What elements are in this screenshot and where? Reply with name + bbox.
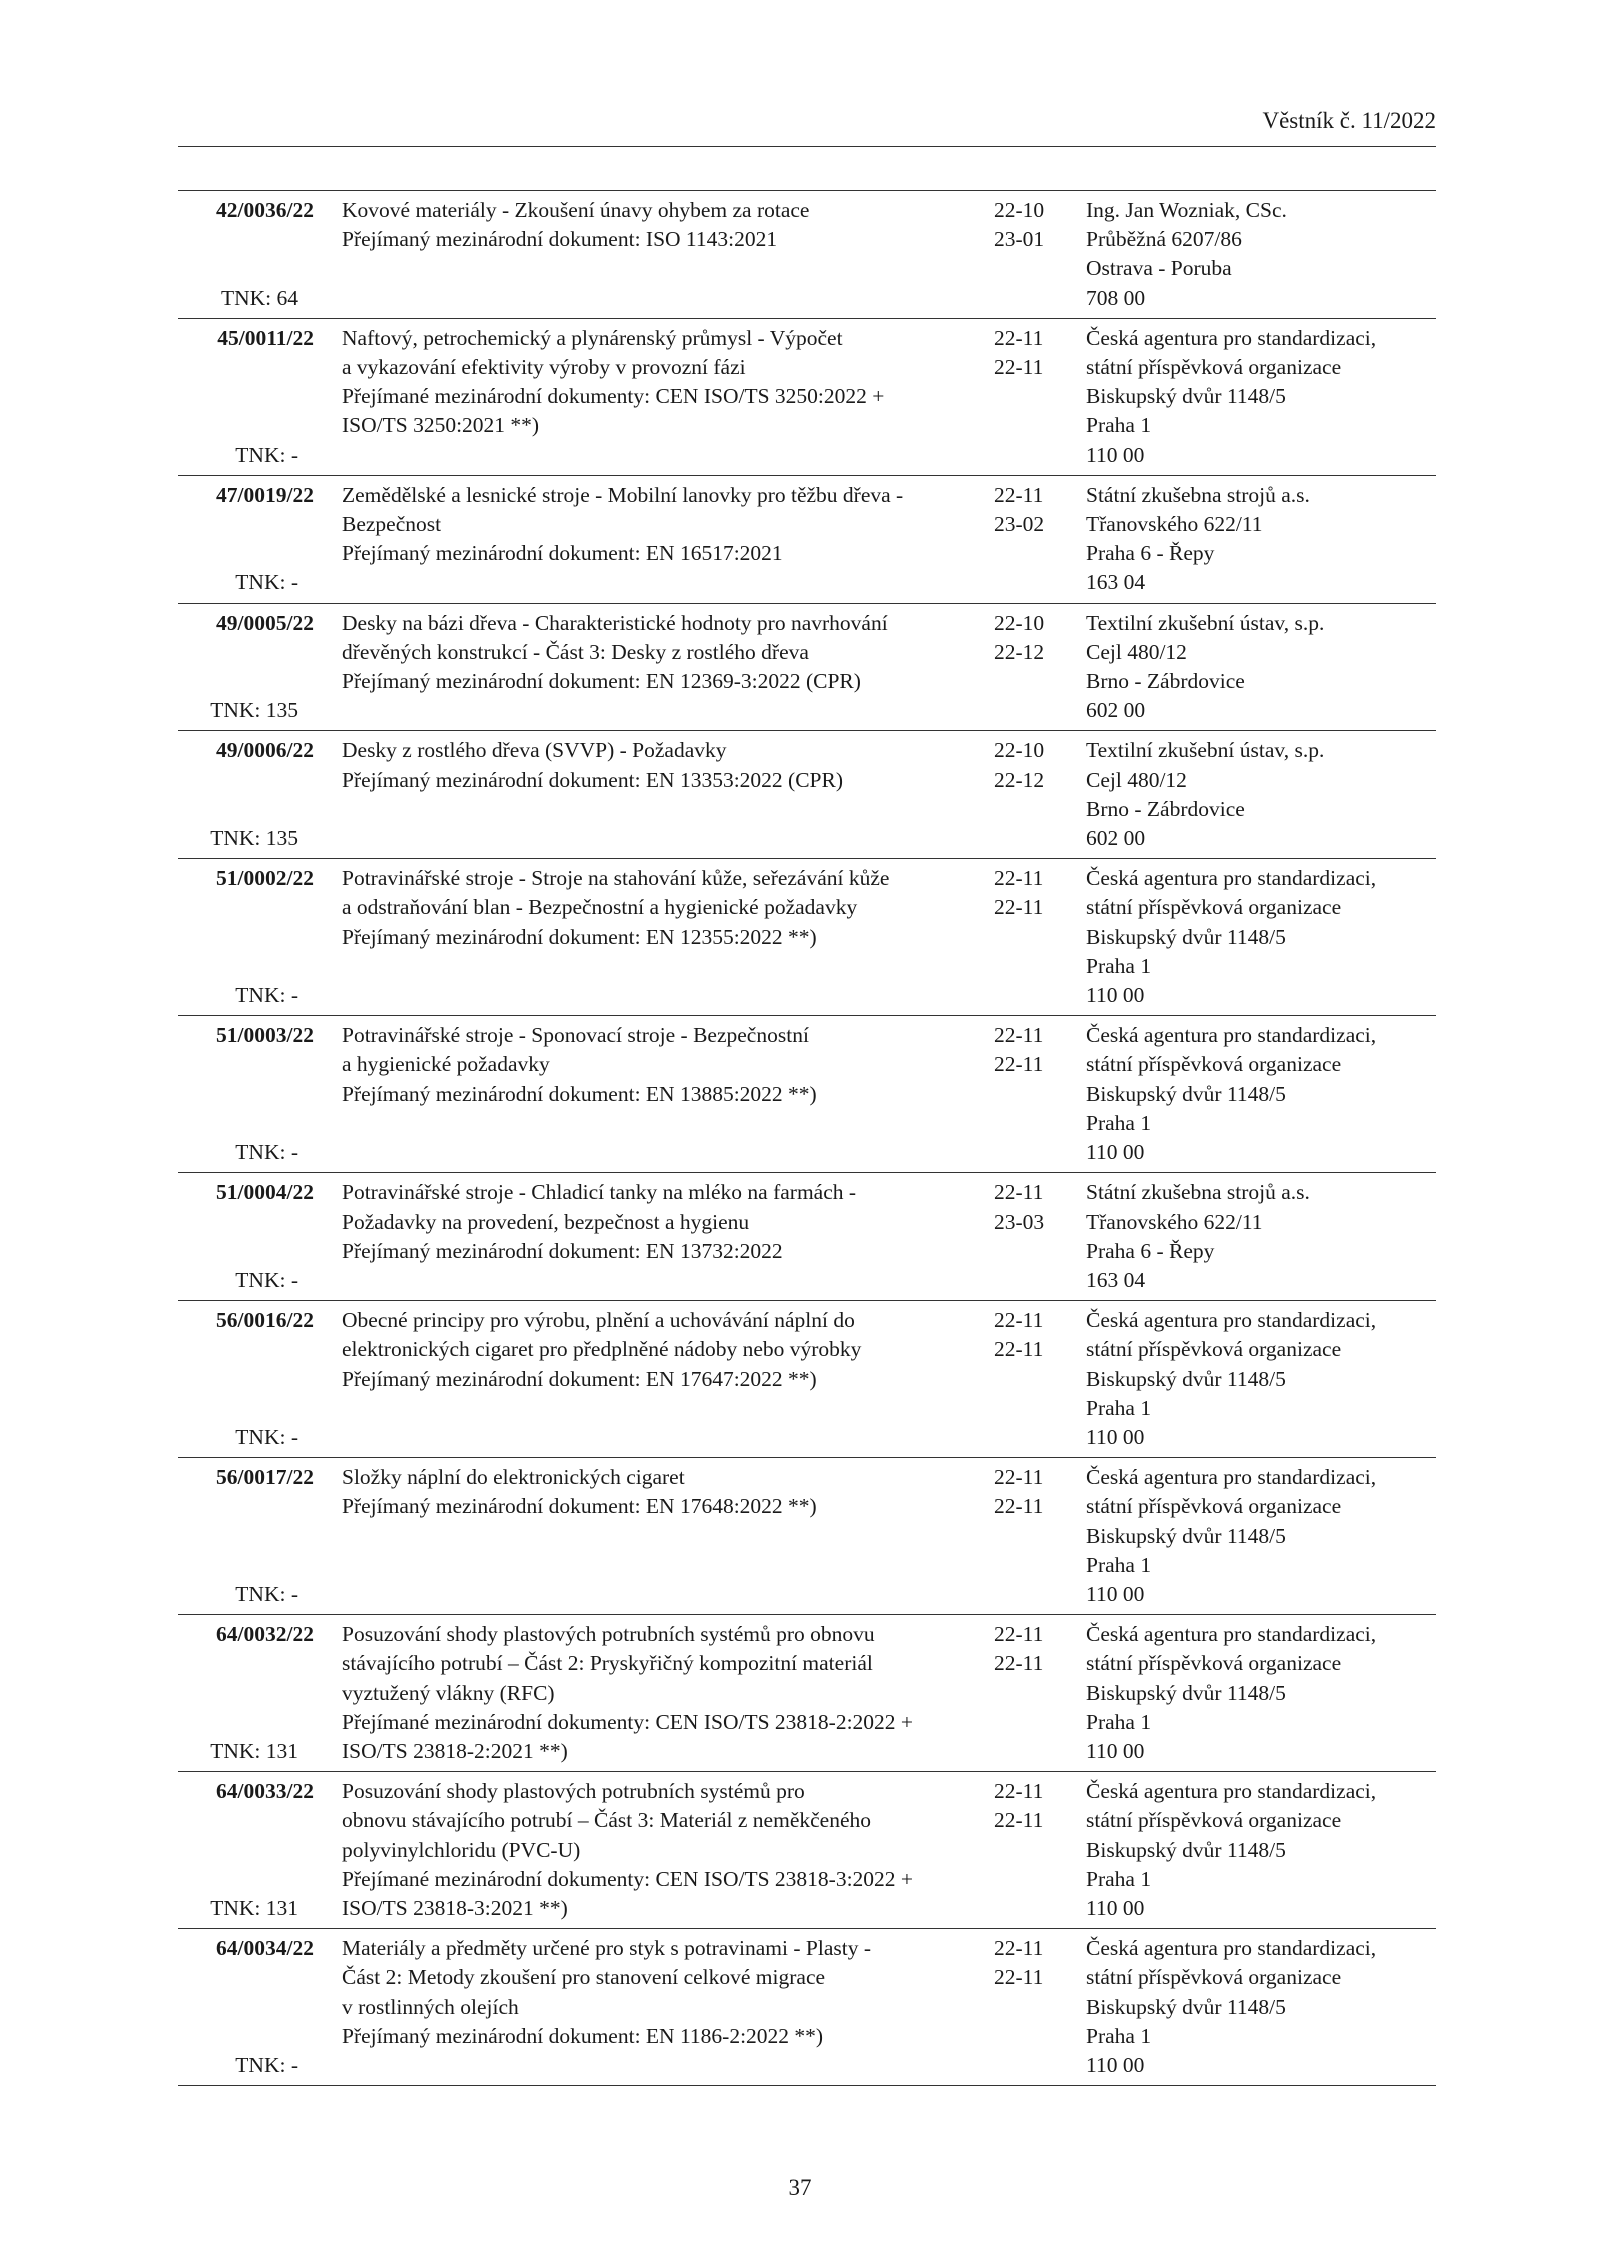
record-id-cell: [178, 1306, 328, 1452]
record-address: [1086, 736, 1436, 853]
description-line: Naftový, petrochemický a plynárenský průmysl - Výpočet: [342, 325, 843, 350]
record-dates: [994, 736, 1086, 853]
date-value: 22-11: [994, 1494, 1044, 1519]
record-dates: [994, 1463, 1086, 1609]
description-line: dřevěných konstrukcí - Část 3: Desky z rostlého dřeva: [342, 639, 809, 664]
description-line: Potravinářské stroje - Chladicí tanky na mléko na farmách -: [342, 1180, 857, 1205]
description-line: a hygienické požadavky: [342, 1052, 550, 1077]
address-line: 110 00: [1086, 1581, 1145, 1606]
record-id-cell: [178, 864, 328, 1010]
table-row: [178, 1615, 1436, 1772]
record-description: [328, 1934, 994, 2080]
description-line: Požadavky na provedení, bezpečnost a hygienu: [342, 1209, 750, 1234]
description-line: Přejímaný mezinárodní dokument: EN 17647:2022 **): [342, 1366, 817, 1391]
address-line: 110 00: [1086, 1738, 1145, 1763]
record-code: 56/0017/22: [216, 1465, 314, 1490]
page-header: [178, 110, 1436, 147]
record-id-cell: [178, 609, 328, 726]
record-code: 42/0036/22: [216, 198, 314, 222]
address-line: 602 00: [1086, 698, 1146, 723]
description-line: Zemědělské a lesnické stroje - Mobilní lanovky pro těžbu dřeva -: [342, 482, 904, 507]
record-dates: [994, 324, 1086, 470]
record-description: [328, 609, 994, 726]
description-line: ISO/TS 23818-3:2021 **): [342, 1895, 568, 1920]
address-line: Praha 1: [1086, 1552, 1152, 1577]
description-line: Přejímaný mezinárodní dokument: EN 12355:2022 **): [342, 924, 817, 949]
address-line: Česká agentura pro standardizaci,: [1086, 1622, 1377, 1647]
address-line: státní příspěvková organizace: [1086, 1651, 1342, 1676]
description-line: Přejímaný mezinárodní dokument: EN 13885:2022 **): [342, 1081, 817, 1106]
table-row: [178, 1929, 1436, 2086]
description-line: Přejímaný mezinárodní dokument: EN 16517:2021: [342, 541, 783, 566]
address-line: Praha 1: [1086, 1709, 1152, 1734]
address-line: Biskupský dvůr 1148/5: [1086, 1523, 1286, 1548]
tnk-label: TNK: 131: [210, 1738, 298, 1763]
date-value: 22-11: [994, 1465, 1044, 1490]
address-line: Česká agentura pro standardizaci,: [1086, 1023, 1377, 1048]
description-line: elektronických cigaret pro předplněné nádoby nebo výrobky: [342, 1337, 862, 1362]
address-line: Česká agentura pro standardizaci,: [1086, 1465, 1377, 1490]
address-line: státní příspěvková organizace: [1086, 355, 1342, 380]
record-dates: [994, 196, 1086, 313]
record-description: [328, 196, 994, 313]
description-line: Posuzování shody plastových potrubních systémů pro: [342, 1779, 805, 1804]
description-line: Přejímaný mezinárodní dokument: EN 12369-3:2022 (CPR): [342, 669, 861, 694]
address-line: Brno - Zábrdovice: [1086, 669, 1245, 694]
date-value: 22-11: [994, 1651, 1044, 1676]
address-line: Cejl 480/12: [1086, 767, 1187, 792]
address-line: Praha 1: [1086, 1866, 1152, 1891]
description-line: Materiály a předměty určené pro styk s potravinami - Plasty -: [342, 1936, 871, 1961]
record-address: [1086, 1620, 1436, 1766]
tnk-label: TNK: 135: [210, 826, 298, 851]
address-line: Biskupský dvůr 1148/5: [1086, 1081, 1286, 1106]
description-line: a odstraňování blan - Bezpečnostní a hygienické požadavky: [342, 895, 858, 920]
date-value: 22-11: [994, 895, 1044, 920]
date-value: 22-11: [994, 866, 1044, 891]
date-value: 22-12: [994, 639, 1045, 664]
description-line: Přejímaný mezinárodní dokument: EN 17648:2022 **): [342, 1494, 817, 1519]
date-value: 22-10: [994, 738, 1045, 763]
address-line: 602 00: [1086, 826, 1146, 851]
record-address: [1086, 1463, 1436, 1609]
address-line: 110 00: [1086, 983, 1145, 1008]
description-line: polyvinylchloridu (PVC-U): [342, 1837, 581, 1862]
address-line: Česká agentura pro standardizaci,: [1086, 866, 1377, 891]
description-line: ISO/TS 23818-2:2021 **): [342, 1738, 568, 1763]
address-line: státní příspěvková organizace: [1086, 1965, 1342, 1990]
description-line: v rostlinných olejích: [342, 1994, 519, 2019]
table-row: [178, 1772, 1436, 1929]
record-code: 51/0003/22: [216, 1023, 314, 1048]
date-value: 23-02: [994, 512, 1045, 537]
description-line: Potravinářské stroje - Stroje na stahování kůže, seřezávání kůže: [342, 866, 890, 891]
record-id-cell: [178, 1777, 328, 1923]
record-description: [328, 1021, 994, 1167]
tnk-label: TNK: -: [235, 1424, 298, 1449]
record-code: 56/0016/22: [216, 1308, 314, 1333]
record-description: [328, 1777, 994, 1923]
date-value: 22-11: [994, 482, 1044, 507]
record-id-cell: [178, 481, 328, 598]
address-line: Česká agentura pro standardizaci,: [1086, 1779, 1377, 1804]
description-line: Kovové materiály - Zkoušení únavy ohybem za rotace: [342, 198, 810, 222]
table-row: [178, 859, 1436, 1016]
record-description: [328, 1178, 994, 1295]
date-value: 22-11: [994, 1052, 1044, 1077]
address-line: 110 00: [1086, 1895, 1145, 1920]
table-row: [178, 1301, 1436, 1458]
records-table: [178, 190, 1436, 2086]
tnk-label: TNK: 131: [210, 1895, 298, 1920]
date-value: 22-11: [994, 1337, 1044, 1362]
table-row: [178, 731, 1436, 859]
address-line: Biskupský dvůr 1148/5: [1086, 1994, 1286, 2019]
table-row: [178, 1173, 1436, 1301]
description-line: a vykazování efektivity výroby v provozní fázi: [342, 355, 746, 380]
address-line: Česká agentura pro standardizaci,: [1086, 325, 1377, 350]
address-line: Praha 6 - Řepy: [1086, 1238, 1215, 1263]
record-dates: [994, 1021, 1086, 1167]
tnk-label: TNK: -: [235, 2052, 298, 2077]
record-dates: [994, 1306, 1086, 1452]
address-line: 163 04: [1086, 1267, 1146, 1292]
record-address: [1086, 1178, 1436, 1295]
date-value: 22-11: [994, 1965, 1044, 1990]
record-id-cell: [178, 1934, 328, 2080]
date-value: 22-11: [994, 1808, 1044, 1833]
record-code: 51/0002/22: [216, 866, 314, 891]
description-line: Složky náplní do elektronických cigaret: [342, 1465, 685, 1490]
tnk-label: TNK: -: [235, 570, 298, 595]
record-code: 45/0011/22: [217, 325, 314, 350]
address-line: státní příspěvková organizace: [1086, 1052, 1342, 1077]
record-id-cell: [178, 736, 328, 853]
address-line: Biskupský dvůr 1148/5: [1086, 1366, 1286, 1391]
description-line: Část 2: Metody zkoušení pro stanovení celkové migrace: [342, 1965, 826, 1990]
description-line: obnovu stávajícího potrubí – Část 3: Materiál z neměkčeného: [342, 1808, 871, 1833]
tnk-label: TNK: -: [235, 1581, 298, 1606]
description-line: Desky na bázi dřeva - Charakteristické hodnoty pro navrhování: [342, 610, 888, 635]
description-line: Potravinářské stroje - Sponovací stroje - Bezpečnostní: [342, 1023, 809, 1048]
address-line: Třanovského 622/11: [1086, 512, 1263, 537]
record-dates: [994, 1178, 1086, 1295]
date-value: 22-11: [994, 1936, 1044, 1961]
description-line: ISO/TS 3250:2021 **): [342, 413, 540, 438]
address-line: státní příspěvková organizace: [1086, 1808, 1342, 1833]
description-line: Přejímané mezinárodní dokumenty: CEN ISO/TS 3250:2022 +: [342, 384, 885, 409]
record-description: [328, 864, 994, 1010]
page-number: 37: [788, 2175, 812, 2200]
record-dates: [994, 1934, 1086, 2080]
date-value: 22-11: [994, 1180, 1044, 1205]
address-line: Česká agentura pro standardizaci,: [1086, 1308, 1377, 1333]
record-address: [1086, 1934, 1436, 2080]
description-line: Přejímané mezinárodní dokumenty: CEN ISO/TS 23818-2:2022 +: [342, 1709, 914, 1734]
table-row: [178, 319, 1436, 476]
table-row: [178, 1016, 1436, 1173]
address-line: 163 04: [1086, 570, 1146, 595]
date-value: 22-10: [994, 198, 1045, 222]
record-code: 47/0019/22: [216, 482, 314, 507]
address-line: 110 00: [1086, 2052, 1145, 2077]
description-line: Posuzování shody plastových potrubních systémů pro obnovu: [342, 1622, 875, 1647]
date-value: 22-11: [994, 1023, 1044, 1048]
record-dates: [994, 609, 1086, 726]
address-line: 110 00: [1086, 442, 1145, 467]
record-id-cell: [178, 1178, 328, 1295]
record-description: [328, 324, 994, 470]
table-row: [178, 191, 1436, 319]
address-line: Praha 1: [1086, 1110, 1152, 1135]
date-value: 22-11: [994, 1779, 1044, 1804]
table-row: [178, 476, 1436, 604]
tnk-label: TNK: -: [235, 1140, 298, 1165]
address-line: Biskupský dvůr 1148/5: [1086, 1837, 1286, 1862]
address-line: státní příspěvková organizace: [1086, 895, 1342, 920]
address-line: Textilní zkušební ústav, s.p.: [1086, 738, 1325, 763]
record-description: [328, 481, 994, 598]
description-line: Přejímaný mezinárodní dokument: EN 13353:2022 (CPR): [342, 767, 844, 792]
tnk-label: TNK: -: [235, 442, 298, 467]
record-code: 49/0006/22: [216, 738, 314, 763]
record-address: [1086, 324, 1436, 470]
record-address: [1086, 1777, 1436, 1923]
description-line: Bezpečnost: [342, 512, 442, 537]
record-code: 64/0032/22: [216, 1622, 314, 1647]
record-code: 64/0034/22: [216, 1936, 314, 1961]
record-dates: [994, 1620, 1086, 1766]
record-address: [1086, 196, 1436, 313]
description-line: vyztužený vlákny (RFC): [342, 1680, 555, 1705]
address-line: Praha 6 - Řepy: [1086, 541, 1215, 566]
record-dates: [994, 864, 1086, 1010]
record-code: 49/0005/22: [216, 610, 314, 635]
address-line: Cejl 480/12: [1086, 639, 1187, 664]
address-line: Státní zkušebna strojů a.s.: [1086, 482, 1310, 507]
address-line: Česká agentura pro standardizaci,: [1086, 1936, 1377, 1961]
date-value: 22-11: [994, 355, 1044, 380]
record-description: [328, 1463, 994, 1609]
address-line: 708 00: [1086, 285, 1146, 310]
address-line: Ing. Jan Wozniak, CSc.: [1086, 198, 1287, 222]
date-value: 22-11: [994, 1308, 1044, 1333]
tnk-label: TNK: -: [235, 1267, 298, 1292]
address-line: Třanovského 622/11: [1086, 1209, 1263, 1234]
description-line: Přejímané mezinárodní dokumenty: CEN ISO/TS 23818-3:2022 +: [342, 1866, 914, 1891]
address-line: Textilní zkušební ústav, s.p.: [1086, 610, 1325, 635]
description-line: Desky z rostlého dřeva (SVVP) - Požadavky: [342, 738, 727, 763]
address-line: 110 00: [1086, 1424, 1145, 1449]
journal-title: Věstník č. 11/2022: [1262, 108, 1436, 133]
address-line: Praha 1: [1086, 413, 1152, 438]
address-line: Praha 1: [1086, 953, 1152, 978]
record-description: [328, 736, 994, 853]
date-value: 23-03: [994, 1209, 1045, 1234]
record-id-cell: [178, 1463, 328, 1609]
date-value: 22-12: [994, 767, 1045, 792]
record-id-cell: [178, 196, 328, 313]
record-id-cell: [178, 324, 328, 470]
record-code: 64/0033/22: [216, 1779, 314, 1804]
address-line: Biskupský dvůr 1148/5: [1086, 384, 1286, 409]
tnk-label: TNK: -: [235, 983, 298, 1008]
address-line: Biskupský dvůr 1148/5: [1086, 1680, 1286, 1705]
address-line: Praha 1: [1086, 1395, 1152, 1420]
address-line: Průběžná 6207/86: [1086, 227, 1242, 252]
record-code: 51/0004/22: [216, 1180, 314, 1205]
record-address: [1086, 1021, 1436, 1167]
table-row: [178, 604, 1436, 732]
tnk-label: TNK: 135: [210, 698, 298, 723]
record-description: [328, 1306, 994, 1452]
date-value: 22-11: [994, 1622, 1044, 1647]
record-address: [1086, 864, 1436, 1010]
record-description: [328, 1620, 994, 1766]
date-value: 22-11: [994, 325, 1044, 350]
description-line: Přejímaný mezinárodní dokument: EN 1186-2:2022 **): [342, 2023, 824, 2048]
description-line: Obecné principy pro výrobu, plnění a uchovávání náplní do: [342, 1308, 855, 1333]
description-line: Přejímaný mezinárodní dokument: EN 13732:2022: [342, 1238, 783, 1263]
record-address: [1086, 609, 1436, 726]
address-line: 110 00: [1086, 1140, 1145, 1165]
record-dates: [994, 1777, 1086, 1923]
address-line: Ostrava - Poruba: [1086, 256, 1232, 281]
tnk-label: TNK: 64: [220, 285, 298, 310]
table-row: [178, 1458, 1436, 1615]
record-address: [1086, 1306, 1436, 1452]
address-line: Brno - Zábrdovice: [1086, 796, 1245, 821]
address-line: Státní zkušebna strojů a.s.: [1086, 1180, 1310, 1205]
description-line: stávajícího potrubí – Část 2: Pryskyřičný kompozitní materiál: [342, 1651, 873, 1676]
record-id-cell: [178, 1620, 328, 1766]
date-value: 23-01: [994, 227, 1045, 252]
record-address: [1086, 481, 1436, 598]
record-dates: [994, 481, 1086, 598]
date-value: 22-10: [994, 610, 1045, 635]
address-line: Praha 1: [1086, 2023, 1152, 2048]
address-line: Biskupský dvůr 1148/5: [1086, 924, 1286, 949]
description-line: Přejímaný mezinárodní dokument: ISO 1143:2021: [342, 227, 778, 252]
record-id-cell: [178, 1021, 328, 1167]
address-line: státní příspěvková organizace: [1086, 1494, 1342, 1519]
address-line: státní příspěvková organizace: [1086, 1337, 1342, 1362]
